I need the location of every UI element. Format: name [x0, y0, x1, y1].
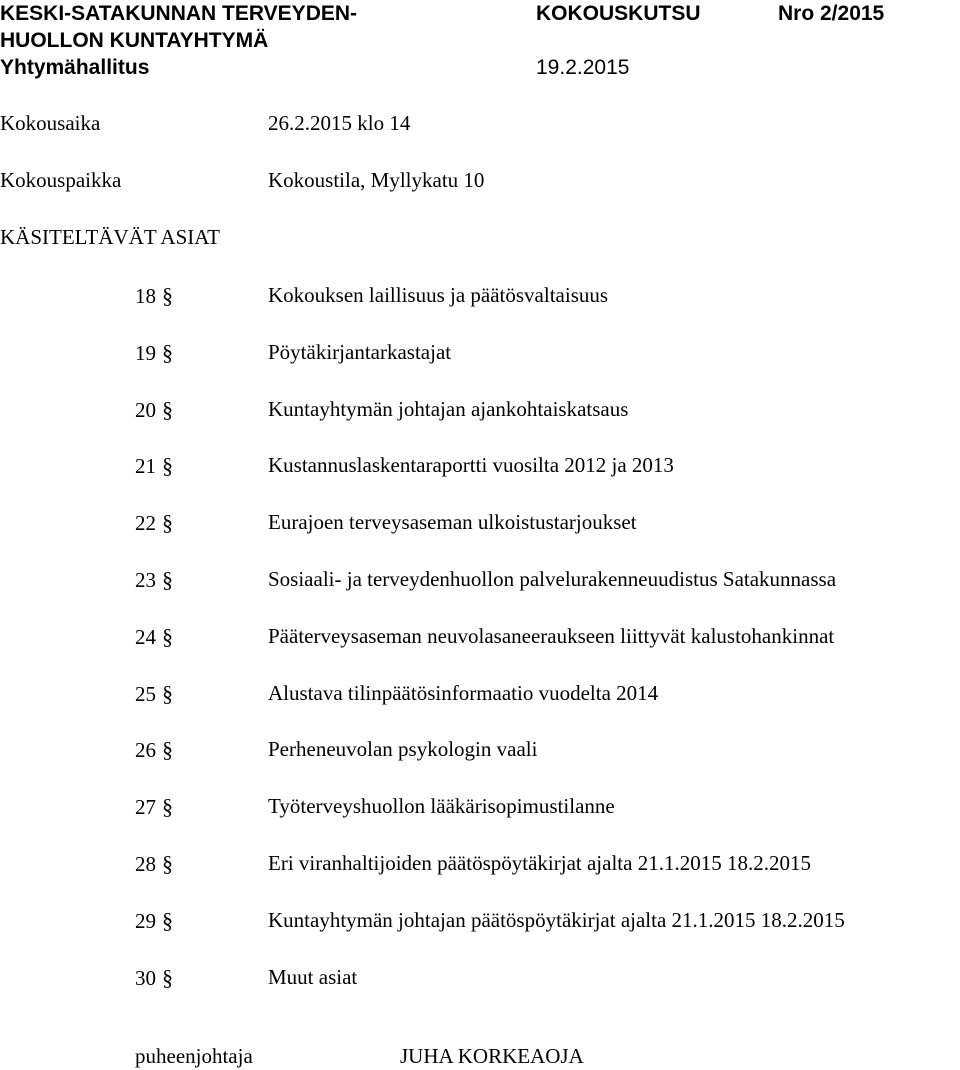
agenda-item-title: Työterveyshuollon lääkärisopimustilanne: [268, 794, 615, 818]
section-sign: §: [162, 794, 173, 819]
agenda-item-number-text: 19: [135, 341, 156, 365]
agenda-item-number-text: 30: [135, 966, 156, 990]
organization-name-line-2: HUOLLON KUNTAYHTYMÄ: [0, 29, 269, 52]
agenda-item-title: Kuntayhtymän johtajan ajankohtaiskatsaus: [268, 397, 629, 421]
agenda-item-number: [135, 796, 173, 818]
agenda-item-title: Kuntayhtymän johtajan päätöspöytäkirjat ajalta 21.1.2015 18.2.2015: [268, 908, 845, 932]
section-sign: §: [162, 681, 173, 706]
agenda-item-title: Kustannuslaskentaraportti vuosilta 2012 ja 2013: [268, 453, 674, 477]
agenda-item-title: Sosiaali- ja terveydenhuollon palvelurakenneuudistus Satakunnassa: [268, 567, 837, 591]
agenda-item-title: Perheneuvolan psykologin vaali: [268, 737, 538, 761]
section-sign: §: [162, 908, 173, 933]
section-sign: §: [162, 965, 173, 990]
signature-name: JUHA KORKEAOJA: [400, 1044, 584, 1068]
document-date: 19.2.2015: [536, 56, 630, 79]
agenda-item-number-text: 18: [135, 284, 156, 308]
agenda-item-number-text: 27: [135, 795, 156, 819]
agenda-item-number: [135, 910, 173, 932]
section-sign: §: [162, 453, 173, 478]
agenda-item-number: [135, 683, 173, 705]
agenda-item-title: Eri viranhaltijoiden päätöspöytäkirjat ajalta 21.1.2015 18.2.2015: [268, 851, 811, 875]
agenda-item-number: [135, 569, 173, 591]
agenda-item-title: Alustava tilinpäätösinformaatio vuodelta 2014: [268, 681, 659, 705]
agenda-item-number: [135, 967, 173, 989]
agenda-item-number: [135, 342, 173, 364]
section-sign: §: [162, 340, 173, 365]
agenda-item-number-text: 25: [135, 682, 156, 706]
agenda-item-number-text: 21: [135, 454, 156, 478]
signature-role: puheenjohtaja: [135, 1044, 253, 1068]
section-sign: §: [162, 283, 173, 308]
document-type: KOKOUSKUTSU: [536, 2, 701, 25]
agenda-item-number-text: 28: [135, 852, 156, 876]
meeting-place-label: Kokouspaikka: [0, 168, 122, 192]
agenda-item-number: [135, 455, 173, 477]
agenda-item-number-text: 23: [135, 568, 156, 592]
section-sign: §: [162, 624, 173, 649]
agenda-item-number: [135, 399, 173, 421]
agenda-item-number: [135, 285, 173, 307]
section-sign: §: [162, 851, 173, 876]
agenda-item-number: [135, 626, 173, 648]
agenda-item-title: Muut asiat: [268, 965, 358, 989]
agenda-item-number-text: 29: [135, 909, 156, 933]
meeting-time-value: 26.2.2015 klo 14: [268, 111, 411, 135]
agenda-heading: KÄSITELTÄVÄT ASIAT: [0, 225, 220, 249]
meeting-time-label: Kokousaika: [0, 111, 101, 135]
agenda-item-number: [135, 512, 173, 534]
agenda-item-number-text: 26: [135, 738, 156, 762]
section-sign: §: [162, 397, 173, 422]
agenda-item-title: Eurajoen terveysaseman ulkoistustarjoukset: [268, 510, 637, 534]
section-sign: §: [162, 737, 173, 762]
document-number: Nro 2/2015: [778, 2, 885, 25]
organization-name-line-1: KESKI-SATAKUNNAN TERVEYDEN-: [0, 2, 358, 25]
agenda-item-number: [135, 853, 173, 875]
section-sign: §: [162, 567, 173, 592]
meeting-place-value: Kokoustila, Myllykatu 10: [268, 168, 485, 192]
governing-body-name: Yhtymähallitus: [0, 56, 150, 79]
agenda-item-title: Pääterveysaseman neuvolasaneeraukseen liittyvät kalustohankinnat: [268, 624, 835, 648]
agenda-item-number-text: 22: [135, 511, 156, 535]
section-sign: §: [162, 510, 173, 535]
agenda-item-title: Pöytäkirjantarkastajat: [268, 340, 452, 364]
agenda-item-number-text: 24: [135, 625, 156, 649]
agenda-item-number-text: 20: [135, 398, 156, 422]
agenda-item-title: Kokouksen laillisuus ja päätösvaltaisuus: [268, 283, 609, 307]
agenda-item-number: [135, 739, 173, 761]
